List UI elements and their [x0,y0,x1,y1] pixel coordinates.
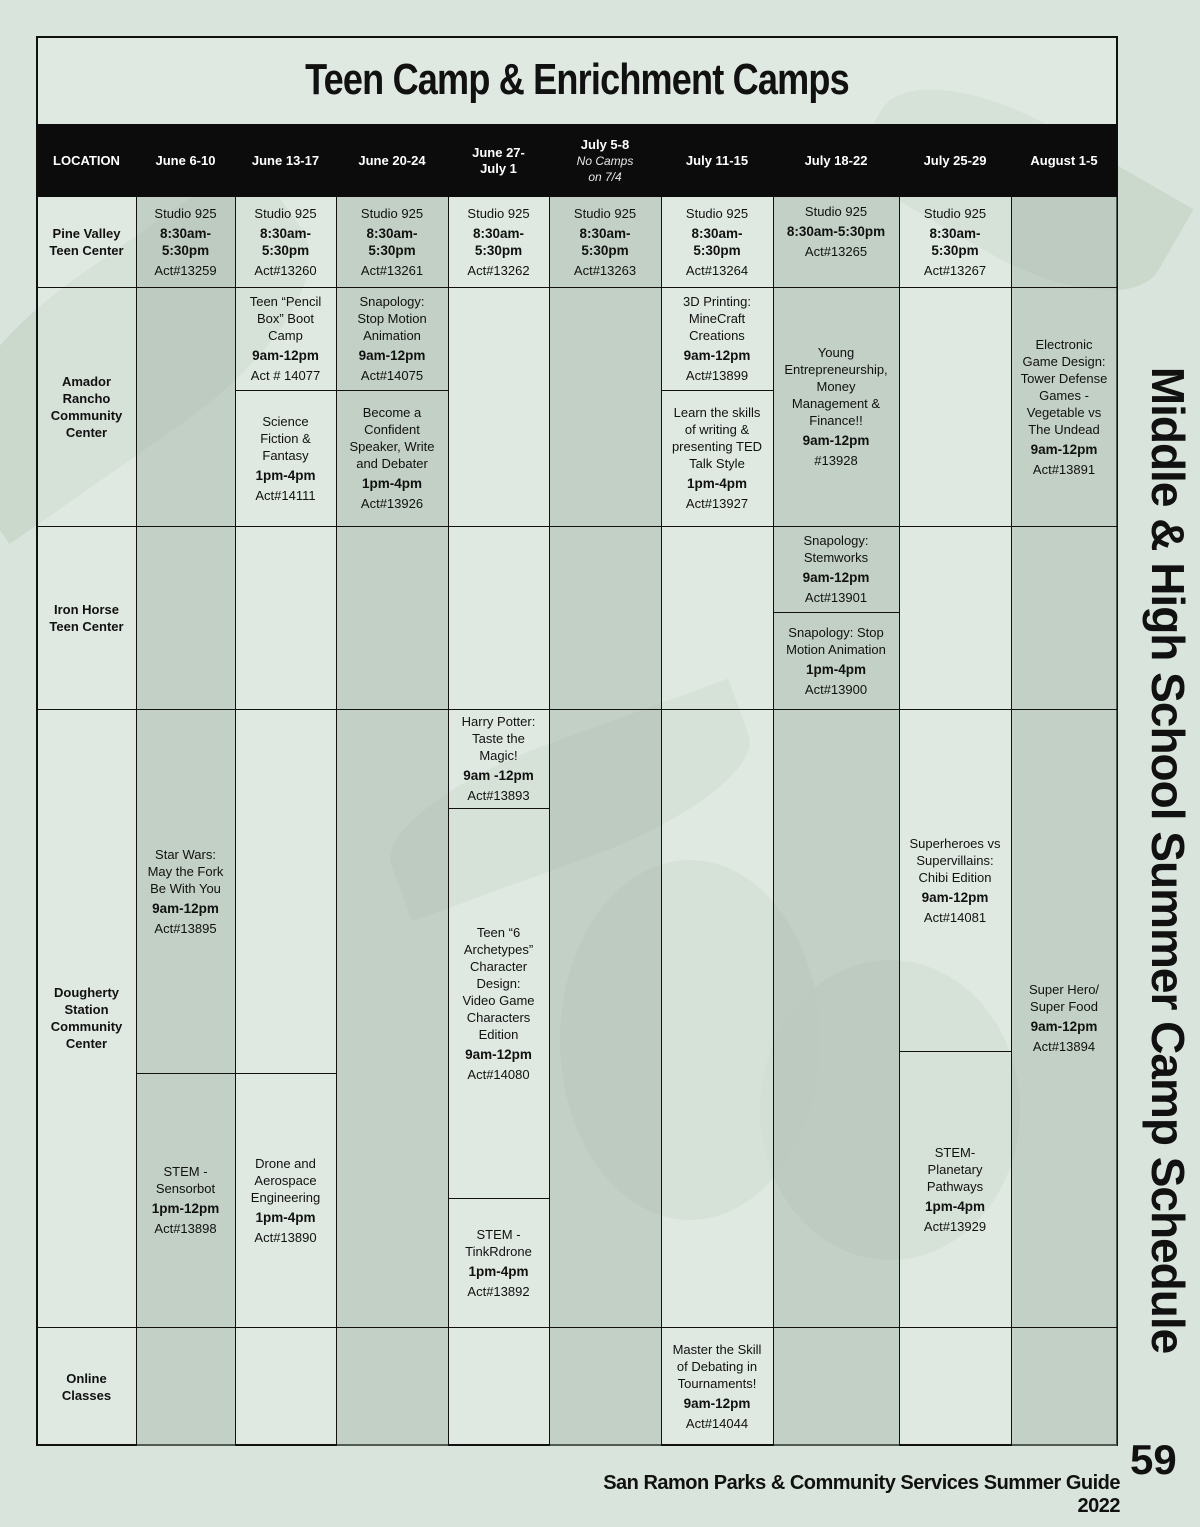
camp-cell[interactable]: Learn the skills of writing & presenting TED Talk Style 1pm-4pm Act#13927 [671,405,763,511]
column-header-june-20: June 20-24 [358,152,426,168]
camp-cell[interactable]: Star Wars: May the Fork Be With You 9am-12pm Act#13895 [147,846,224,936]
footer: San Ramon Parks & Community Services Summer Guide 2022 [603,1472,1120,1517]
side-title: Middle & High School Summer Camp Schedule [1142,366,1195,1354]
column-header-june-27: June 27-July 1 [472,144,525,176]
camp-cell[interactable]: Superheroes vs Supervillains: Chibi Edition 9am-12pm Act#14081 [909,835,1001,925]
column-header-august-1: August 1-5 [1030,152,1098,168]
column-header-june-13: June 13-17 [251,152,320,168]
column-header-june-6: June 6-10 [155,152,216,168]
camp-cell[interactable]: Drone and Aerospace Engineering 1pm-4pm Act#13890 [250,1155,321,1245]
camp-cell[interactable]: Teen “Pencil Box” Boot Camp 9am-12pm Act # 14077 [249,294,322,383]
location-amador-rancho: Amador Rancho Community Center [50,373,123,440]
column-header-july-25: July 25-29 [923,152,987,168]
location-iron-horse: Iron Horse Teen Center [49,601,124,634]
camp-cell[interactable]: Snapology: Stop Motion Animation 1pm-4pm Act#13900 [786,624,886,697]
camp-cell[interactable]: Young Entrepreneurship, Money Management & Finance!! 9am-12pm #13928 [784,345,888,468]
column-header-july-18: July 18-22 [804,152,868,168]
page-number: 59 [1130,1436,1177,1483]
camp-cell[interactable]: STEM - Sensorbot 1pm-12pm Act#13898 [151,1164,220,1236]
location-online: Online Classes [61,1370,112,1403]
grid-line [549,197,550,1446]
location-pine-valley: Pine Valley Teen Center [49,226,124,258]
camp-cell[interactable]: 3D Printing: MineCraft Creations 9am-12pm Act#13899 [683,294,751,383]
camp-cell[interactable]: Studio 925 8:30am-5:30pm Act#13260 [254,206,317,278]
camp-cell[interactable]: Master the Skill of Debating in Tournaments! 9am-12pm Act#14044 [672,1342,762,1431]
location-dougherty-station: Dougherty Station Community Center [50,985,123,1051]
camp-cell[interactable]: Super Hero/ Super Food 9am-12pm Act#13894 [1028,982,1100,1054]
column-header-july-11: July 11-15 [685,152,749,168]
camp-cell[interactable]: Teen “6 Archetypes” Character Design: Video Game Characters Edition 9am-12pm Act#14080 [462,924,535,1082]
camp-cell[interactable]: Science Fiction & Fantasy 1pm-4pm Act#14111 [255,413,316,503]
camp-cell[interactable]: STEM- Planetary Pathways 1pm-4pm Act#13929 [923,1144,987,1234]
camp-cell[interactable]: STEM - TinkRdrone 1pm-4pm Act#13892 [465,1226,532,1299]
page-title: Teen Camp & Enrichment Camps [305,55,849,104]
column-shade [549,197,661,1446]
grid-line [37,526,1117,527]
camp-cell[interactable]: Studio 925 8:30am-5:30pm Act#13261 [360,206,424,278]
camp-cell[interactable]: Studio 925 8:30am-5:30pm Act#13262 [467,206,530,278]
camp-cell[interactable]: Studio 925 8:30am-5:30pm Act#13264 [685,206,749,278]
camp-cell[interactable]: Snapology: Stemworks 9am-12pm Act#13901 [802,533,870,605]
camp-cell[interactable]: Harry Potter: Taste the Magic! 9am -12pm Act#13893 [461,714,536,803]
grid-line [37,1327,1117,1328]
camp-cell[interactable]: Snapology: Stop Motion Animation 9am-12pm Act#14075 [357,294,427,383]
camp-cell[interactable]: Studio 925 8:30am-5:30pm Act#13267 [923,206,987,278]
column-header-note: No Camps on 7/4 [576,153,634,184]
camp-cell[interactable]: Studio 925 8:30am-5:30pm Act#13259 [154,206,217,278]
column-header-july-5: July 5-8 No Camps on 7/4 [549,124,661,197]
grid-line [37,287,1117,288]
camp-cell[interactable]: Become a Confident Speaker, Write and Debater 1pm-4pm Act#13926 [349,405,435,511]
camp-cell[interactable]: Electronic Game Design: Tower Defense Games - Vegetable vs The Undead 9am-12pm Act#13891 [1020,336,1108,477]
column-header-location: LOCATION [53,152,120,168]
camp-cell[interactable]: Studio 925 8:30am-5:30pm Act#13263 [573,206,637,278]
camp-cell[interactable]: Studio 925 8:30am-5:30pm Act#13265 [786,204,886,259]
